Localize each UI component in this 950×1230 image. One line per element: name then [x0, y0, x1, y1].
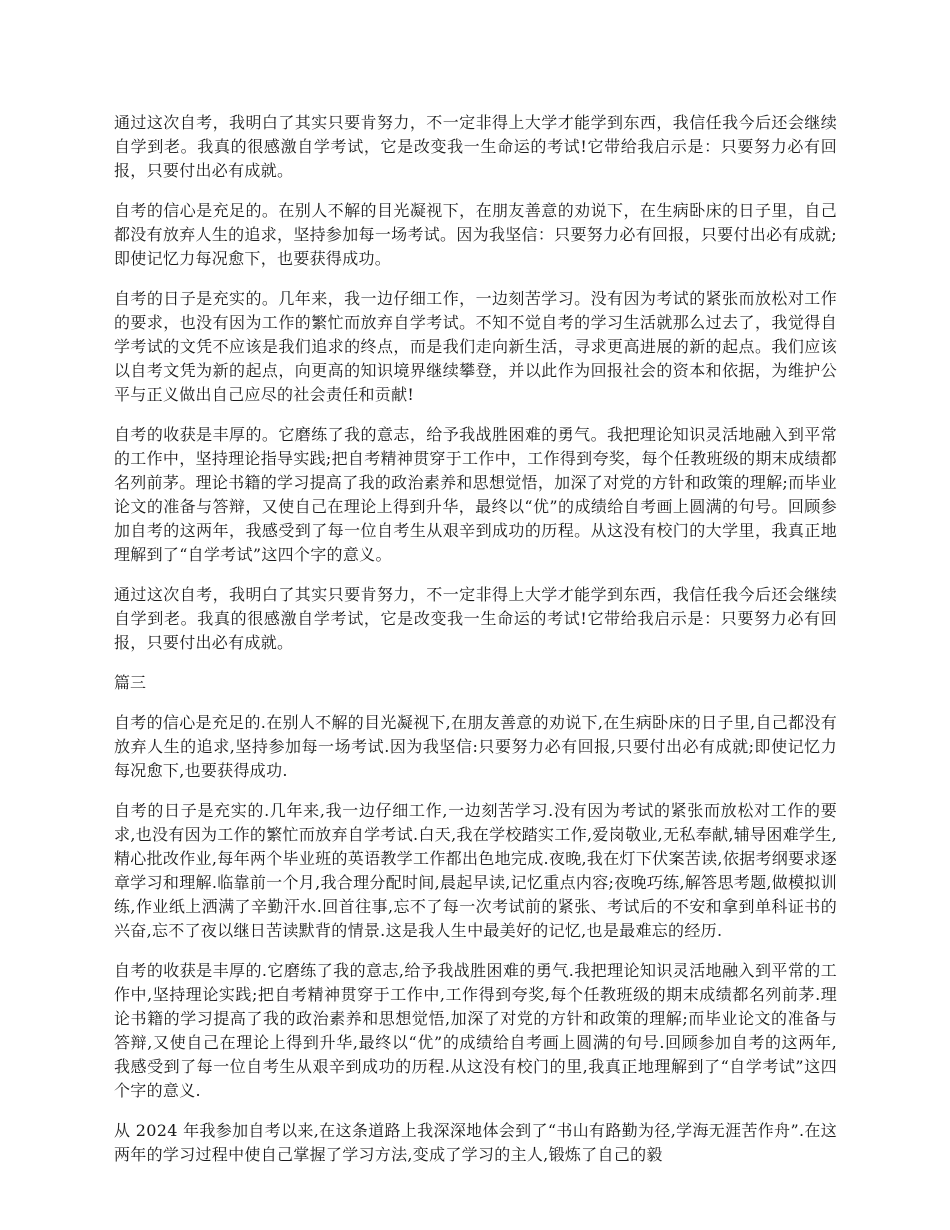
paragraph-3: 自考的日子是充实的。几年来，我一边仔细工作，一边刻苦学习。没有因为考试的紧张而放松对工作的要求，也没有因为工作的繁忙而放弃自学考试。不知不觉自考的学习生活就那么过去了，我觉得自学考试的文凭不应该是我们追求的终点，而是我们走向新生活，寻求更高进展的新的起点。我们应该以自考文凭为新的起点，向更高的知识境界继续攀登，并以此作为回报社会的资本和依据，为维护公平与正义做出自己应尽的社会责任和贡献! — [114, 289, 837, 404]
paragraph-6: 自考的信心是充足的.在别人不解的目光凝视下,在朋友善意的劝说下,在生病卧床的日子里,自己都没有放弃人生的追求,坚持参加每一场考试.因为我坚信:只要努力必有回报,只要付出必有成就;即使记忆力每况愈下,也要获得成功. — [114, 713, 837, 780]
paragraph-9: 从 2024 年我参加自考以来,在这条道路上我深深地体会到了“书山有路勤为径,学海无涯苦作舟”.在这两年的学习过程中使自己掌握了学习方法,变成了学习的主人,锻炼了自己的毅 — [114, 1121, 837, 1164]
paragraph-1: 通过这次自考，我明白了其实只要肯努力，不一定非得上大学才能学到东西，我信任我今后还会继续自学到老。我真的很感激自学考试，它是改变我一生命运的考试!它带给我启示是：只要努力必有回报，只要付出必有成就。 — [114, 113, 837, 180]
section-heading: 篇三 — [114, 673, 147, 692]
document-page — [114, 111, 837, 1183]
paragraph-8: 自考的收获是丰厚的.它磨练了我的意志,给予我战胜困难的勇气.我把理论知识灵活地融入到平常的工作中,坚持理论实践;把自考精神贯穿于工作中,工作得到夸奖,每个任教班级的期末成绩都名列前茅.理论书籍的学习提高了我的政治素养和思想觉悟,加深了对党的方针和政策的理解;而毕业论文的准备与答辩,又使自己在理论上得到升华,最终以“优”的成绩给自考画上圆满的句号.回顾参加自考的这两年,我感受到了每一位自考生从艰辛到成功的历程.从这没有校门的里,我真正地理解到了“自学考试”这四个字的意义. — [114, 961, 837, 1100]
paragraph-2: 自考的信心是充足的。在别人不解的目光凝视下，在朋友善意的劝说下，在生病卧床的日子里，自己都没有放弃人生的追求，坚持参加每一场考试。因为我坚信：只要努力必有回报，只要付出必有成就;即使记忆力每况愈下，也要获得成功。 — [114, 201, 837, 268]
paragraph-7: 自考的日子是充实的.几年来,我一边仔细工作,一边刻苦学习.没有因为考试的紧张而放松对工作的要求,也没有因为工作的繁忙而放弃自学考试.白天,我在学校踏实工作,爱岗敬业,无私奉献,辅导困难学生,精心批改作业,每年两个毕业班的英语教学工作都出色地完成.夜晚,我在灯下伏案苦读,依据考纲要求逐章学习和理解.临靠前一个月,我合理分配时间,晨起早读,记忆重点内容;夜晚巧练,解答思考题,做模拟训练,作业纸上洒满了辛勤汗水.回首往事,忘不了每一次考试前的紧张、考试后的不安和拿到单科证书的兴奋,忘不了夜以继日苦读默背的情景.这是我人生中最美好的记忆,也是最难忘的经历. — [114, 801, 837, 940]
paragraph-4: 自考的收获是丰厚的。它磨练了我的意志，给予我战胜困难的勇气。我把理论知识灵活地融入到平常的工作中，坚持理论指导实践;把自考精神贯穿于工作中，工作得到夸奖，每个任教班级的期末成绩都名列前茅。理论书籍的学习提高了我的政治素养和思想觉悟，加深了对党的方针和政策的理解;而毕业论文的准备与答辩，又使自己在理论上得到升华，最终以“优”的成绩给自考画上圆满的句号。回顾参加自考的这两年，我感受到了每一位自考生从艰辛到成功的历程。从这没有校门的大学里，我真正地理解到了“自学考试”这四个字的意义。 — [114, 425, 837, 564]
paragraph-5: 通过这次自考，我明白了其实只要肯努力，不一定非得上大学才能学到东西，我信任我今后还会继续自学到老。我真的很感激自学考试，它是改变我一生命运的考试!它带给我启示是：只要努力必有回报，只要付出必有成就。 — [114, 585, 837, 652]
